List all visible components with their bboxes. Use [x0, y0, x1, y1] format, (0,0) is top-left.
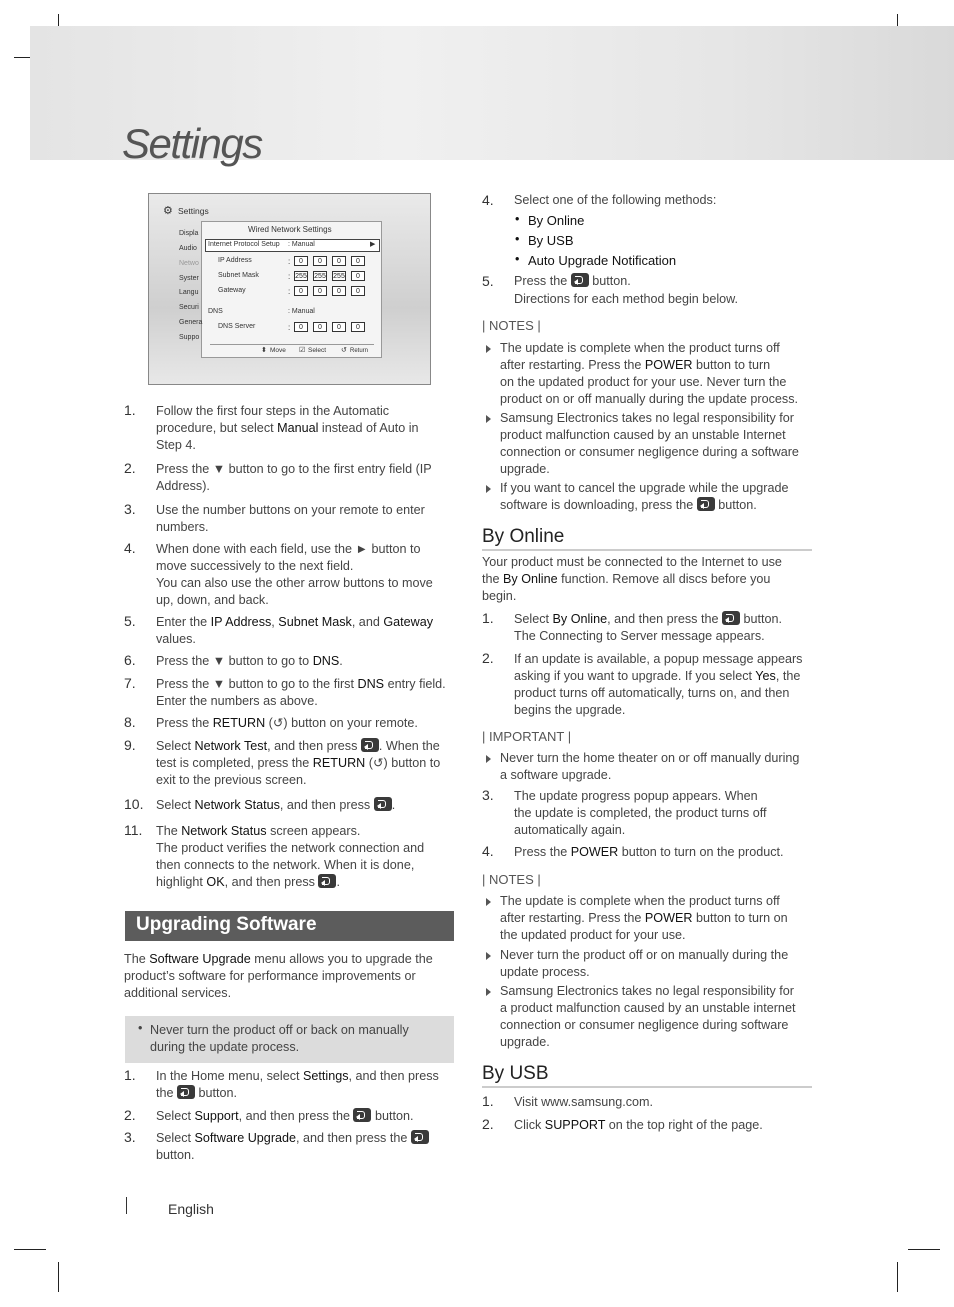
step-number: 2.	[124, 460, 136, 476]
step-text: numbers.	[156, 520, 209, 534]
screenshot-menu-item: Netwo	[179, 260, 199, 267]
step-number: 4.	[482, 843, 494, 859]
intro-text: the By Online function. Remove all discs before you	[482, 572, 771, 586]
note-text: update process.	[500, 965, 590, 979]
step-text: begins the upgrade.	[514, 703, 626, 717]
note-text: The update is complete when the product turns off	[500, 894, 780, 908]
caution-text: Never turn the product off or back on manually	[150, 1023, 409, 1037]
enter-icon	[722, 611, 740, 625]
note-arrow-icon	[486, 755, 491, 763]
intro-text: product’s software for performance improvements or	[124, 969, 416, 983]
note-text: product malfunction caused by an unstable Internet	[500, 428, 786, 442]
notes-label: | NOTES |	[482, 872, 541, 887]
crop-mark	[58, 1262, 59, 1292]
dialog-title: Wired Network Settings	[248, 225, 332, 234]
step-text: then connects to the network. When it is done,	[156, 858, 415, 872]
step-text: exit to the previous screen.	[156, 773, 307, 787]
footer-lang: English	[168, 1201, 214, 1217]
note-arrow-icon	[486, 415, 491, 423]
note-text: product on or off manually during the update process.	[500, 392, 799, 406]
step-number: 2.	[124, 1107, 136, 1123]
step-text: Select one of the following methods:	[514, 193, 717, 207]
ip-octet-box: 0	[313, 256, 327, 266]
ip-octet-box: 0	[351, 271, 365, 281]
upgrading-title: Upgrading Software	[136, 914, 317, 935]
note-text: a product malfunction caused by an unstable internet	[500, 1001, 796, 1015]
ip-octet-box: 255	[295, 273, 307, 280]
note-arrow-icon	[486, 485, 491, 493]
screenshot-menu-item: Syster	[179, 275, 199, 282]
step-number: 1.	[482, 610, 494, 626]
note-text: on the updated product for your use. Never turn the	[500, 375, 787, 389]
step-text: Use the number buttons on your remote to enter	[156, 503, 425, 517]
note-arrow-icon	[486, 952, 491, 960]
enter-icon	[353, 1108, 371, 1122]
step-text: Select Network Status, and then press .	[156, 798, 396, 812]
note-text: the updated product for your use.	[500, 928, 686, 942]
step-number: 3.	[124, 1129, 136, 1145]
ip-octet-box: 0	[313, 286, 327, 296]
mask-label: Subnet Mask	[218, 272, 259, 279]
bullet: •	[138, 1021, 143, 1035]
screenshot-menu-item: Suppo	[179, 334, 200, 341]
step-text: the button.	[156, 1086, 238, 1100]
step-number: 3.	[482, 787, 494, 803]
ip-octet-box: 255	[333, 273, 345, 280]
note-text: Never turn the product off or on manually during the	[500, 948, 789, 962]
enter-icon	[361, 738, 379, 752]
step-text: values.	[156, 632, 196, 646]
enter-icon	[177, 1085, 195, 1099]
note-arrow-icon	[486, 988, 491, 996]
ip-octet-box: 0	[332, 322, 346, 332]
dnss-label: DNS Server	[218, 323, 256, 330]
settings-screenshot	[148, 193, 431, 385]
step-text: Press the POWER button to turn on the product.	[514, 845, 784, 859]
intro-text: additional services.	[124, 986, 232, 1000]
gw-label: Gateway	[218, 287, 246, 294]
ip-octet-box: 0	[294, 286, 308, 296]
intro-text: The Software Upgrade menu allows you to upgrade the	[124, 952, 433, 966]
note-text: upgrade.	[500, 462, 550, 476]
enter-icon	[411, 1130, 429, 1144]
select-icon: ☑	[299, 347, 306, 354]
bullet: •	[515, 212, 520, 226]
step-number: 2.	[482, 650, 494, 666]
step-text: The Network Status screen appears.	[156, 824, 361, 838]
enter-icon	[374, 797, 392, 811]
step-number: 11.	[124, 822, 143, 838]
gear-icon: ⚙	[163, 205, 173, 217]
step-number: 1.	[482, 1093, 494, 1109]
step-number: 4.	[124, 540, 136, 556]
note-text: connection or consumer negligence during software	[500, 1018, 789, 1032]
step-text: You can also use the other arrow buttons to move	[156, 576, 433, 590]
step-text: When done with each field, use the ► button to	[156, 542, 421, 556]
step-number: 1.	[124, 402, 136, 418]
notes-label: | NOTES |	[482, 318, 541, 333]
note-text: Samsung Electronics takes no legal responsibility for	[500, 984, 794, 998]
network-dialog	[201, 221, 382, 358]
crop-mark	[908, 1249, 940, 1250]
dns-value: : Manual	[288, 308, 315, 315]
step-text: If an update is available, a popup message appears	[514, 652, 803, 666]
dns-label: DNS	[208, 308, 223, 315]
return-icon: ↺	[341, 347, 347, 354]
note-text: connection or consumer negligence during a software	[500, 445, 799, 459]
intro-text: Your product must be connected to the Internet to use	[482, 555, 782, 569]
note-arrow-icon	[486, 898, 491, 906]
crop-mark	[14, 1249, 46, 1250]
step-text: the update is completed, the product turns off	[514, 806, 767, 820]
step-text: Press the RETURN (↺) button on your remote.	[156, 716, 418, 730]
crop-mark	[897, 1262, 898, 1292]
screenshot-header: Settings	[178, 206, 209, 216]
note-text: after restarting. Press the POWER button to turn	[500, 358, 771, 372]
ip-octet-box: 0	[313, 322, 327, 332]
section-rule	[482, 549, 812, 551]
step-text: Press the ▼ button to go to the first DNS entry field.	[156, 677, 446, 691]
step-number: 1.	[124, 1067, 136, 1083]
footer-rule	[126, 1197, 127, 1214]
step-text: Follow the first four steps in the Automatic	[156, 404, 390, 418]
section-title: By USB	[482, 1063, 549, 1084]
step-number: 9.	[124, 737, 136, 753]
step-text: Press the ▼ button to go to DNS.	[156, 654, 343, 668]
step-number: 4.	[482, 192, 494, 208]
note-text: upgrade.	[500, 1035, 550, 1049]
colon: :	[288, 287, 291, 296]
step-text: Enter the numbers as above.	[156, 694, 318, 708]
step-number: 7.	[124, 675, 136, 691]
method-option: By Online	[528, 213, 585, 228]
enter-icon	[697, 497, 715, 511]
nav-return: Return	[350, 348, 369, 354]
ip-label: IP Address	[218, 257, 252, 264]
nav-move: Move	[270, 347, 286, 354]
updown-icon: ⬍	[261, 347, 267, 354]
step-text: Select By Online, and then press the button.	[514, 612, 782, 626]
step-number: 5.	[124, 613, 136, 629]
ips-value: : Manual	[288, 241, 315, 248]
caution-text: during the update process.	[150, 1040, 300, 1054]
step-number: 10.	[124, 796, 144, 812]
note-arrow-icon	[486, 345, 491, 353]
step-number: 6.	[124, 652, 136, 668]
screenshot-menu-item: Securi	[179, 304, 199, 311]
method-option: By USB	[528, 233, 574, 248]
colon: :	[288, 323, 291, 332]
colon: :	[288, 257, 291, 266]
note-text: The update is complete when the product turns off	[500, 341, 780, 355]
ip-octet-box: 0	[351, 286, 365, 296]
arrow-right-icon: ▶	[370, 241, 376, 248]
bullet: •	[515, 252, 520, 266]
step-text: highlight OK, and then press .	[156, 875, 340, 889]
page-title: Settings	[122, 120, 262, 167]
step-text: button.	[156, 1148, 195, 1162]
step-text: In the Home menu, select Settings, and then press	[156, 1069, 439, 1083]
method-option: Auto Upgrade Notification	[528, 253, 677, 268]
bullet: •	[515, 232, 520, 246]
note-text: Samsung Electronics takes no legal responsibility for	[500, 411, 794, 425]
ip-octet-box: 0	[294, 256, 308, 266]
note-text: Never turn the home theater on or off manually during	[500, 751, 800, 765]
step-text: product turns off automatically, turns on, and then	[514, 686, 790, 700]
step-text: Select Software Upgrade, and then press the	[156, 1130, 429, 1147]
note-text: a software upgrade.	[500, 768, 612, 782]
note-text: If you want to cancel the upgrade while the upgrade	[500, 481, 789, 495]
step-text: The product verifies the network connection and	[156, 841, 425, 855]
step-text: Enter the IP Address, Subnet Mask, and Gateway	[156, 615, 434, 629]
colon: :	[288, 272, 291, 281]
screenshot-menu-item: Genera	[179, 319, 203, 326]
step-text: procedure, but select Manual instead of Auto in	[156, 421, 419, 435]
step-text: automatically again.	[514, 823, 626, 837]
step-number: 8.	[124, 714, 136, 730]
note-text: after restarting. Press the POWER button to turn on	[500, 911, 788, 925]
step-number: 2.	[482, 1116, 494, 1132]
nav-select: Select	[308, 347, 327, 354]
enter-icon	[571, 273, 589, 287]
step-text: Step 4.	[156, 438, 196, 452]
step-text: The update progress popup appears. When	[514, 789, 758, 803]
step-text: Press the button.	[514, 274, 631, 288]
step-text: move successively to the next field.	[156, 559, 354, 573]
enter-icon	[318, 874, 336, 888]
notes-label: | IMPORTANT |	[482, 729, 572, 744]
section-title: By Online	[482, 526, 565, 547]
step-text: test is completed, press the RETURN (↺) button to	[156, 756, 441, 770]
step-text: Select Network Test, and then press . When the	[156, 739, 440, 753]
screenshot-menu-item: Displa	[179, 230, 199, 237]
ip-octet-box: 0	[294, 322, 308, 332]
ip-octet-box: 0	[332, 286, 346, 296]
screenshot-menu-item: Audio	[179, 245, 197, 252]
ips-label: Internet Protocol Setup	[208, 241, 280, 248]
step-text: Address).	[156, 479, 210, 493]
section-rule	[482, 1086, 812, 1088]
step-text: up, down, and back.	[156, 593, 269, 607]
step-text: Select Support, and then press the button.	[156, 1109, 414, 1123]
step-text: Directions for each method begin below.	[514, 292, 739, 306]
step-text: The Connecting to Server message appears.	[514, 629, 765, 643]
step-text: Click SUPPORT on the top right of the page.	[514, 1118, 763, 1132]
intro-text: begin.	[482, 589, 517, 603]
ip-octet-box: 0	[351, 322, 365, 332]
step-number: 3.	[124, 501, 136, 517]
ip-octet-box: 0	[351, 256, 365, 266]
step-text: Press the ▼ button to go to the first entry field (IP	[156, 462, 432, 476]
step-number: 5.	[482, 273, 494, 289]
note-text: software is downloading, press the button.	[500, 498, 757, 512]
ip-octet-box: 0	[332, 256, 346, 266]
ip-octet-box: 255	[314, 273, 326, 280]
step-text: Visit www.samsung.com.	[514, 1095, 654, 1109]
step-text: asking if you want to upgrade. If you select Yes, the	[514, 669, 801, 683]
screenshot-menu-item: Langu	[179, 289, 199, 296]
